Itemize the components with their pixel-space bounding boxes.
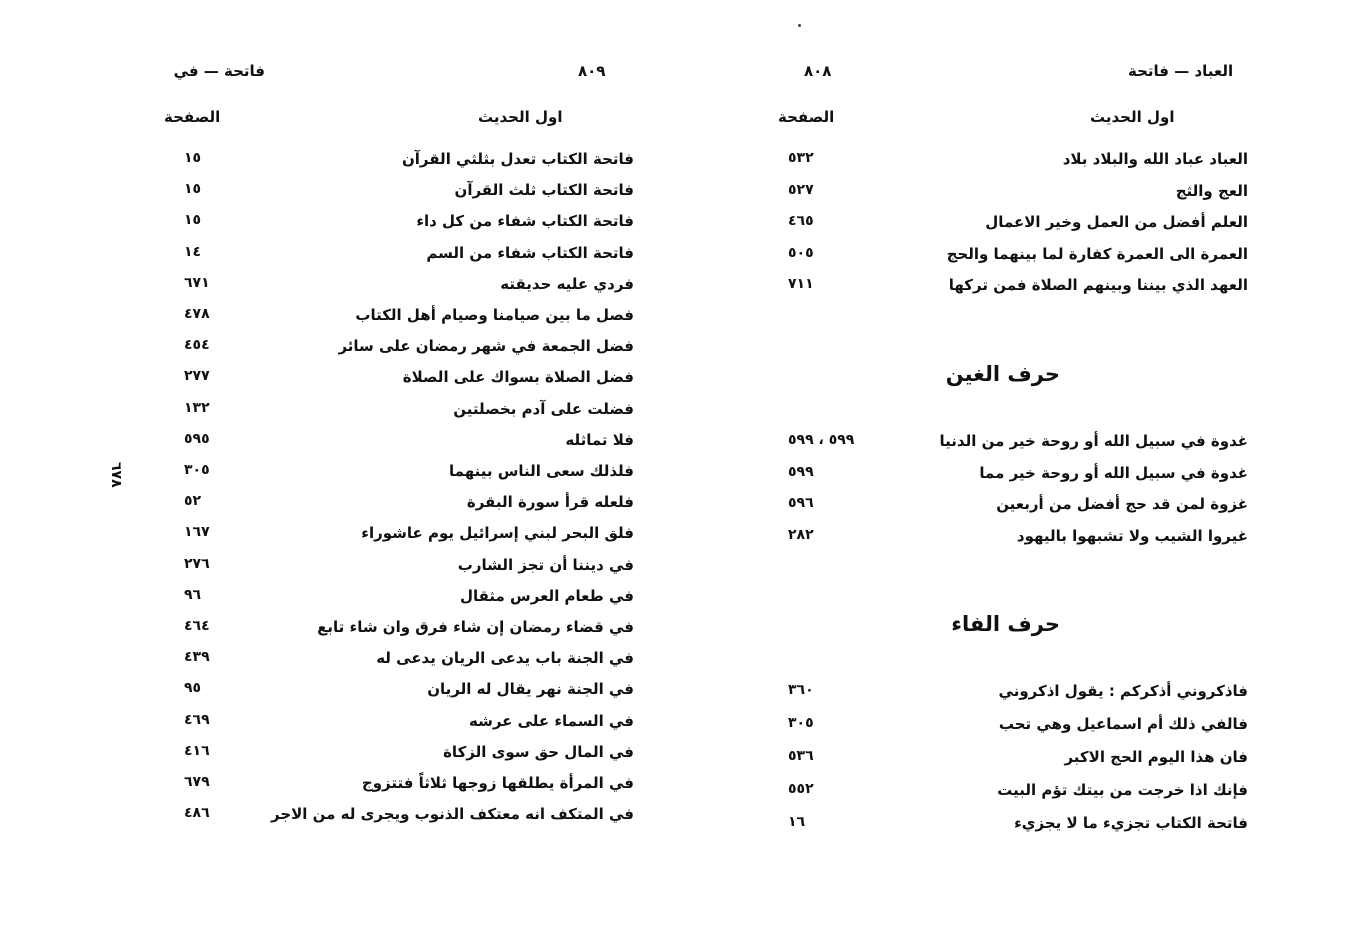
index-row	[150, 368, 650, 396]
hadith-opening-text: فاذكروني أذكركم : يقول اذكروني	[998, 682, 1248, 700]
index-row	[760, 245, 1260, 273]
hadith-opening-text: في الجنة نهر يقال له الريان	[427, 680, 634, 699]
page-reference: ٩٥	[184, 680, 202, 697]
index-row	[760, 150, 1260, 178]
index-row	[760, 276, 1260, 304]
page-reference: ٥٩٥	[184, 430, 210, 447]
hadith-opening-text: العباد عباد الله والبلاد بلاد	[1062, 150, 1248, 168]
index-row	[150, 805, 650, 833]
page-reference: ٧١١	[788, 276, 814, 292]
side-page-mark: ٦٧٨	[108, 462, 124, 488]
section-title-fa: حرف الفاء	[951, 612, 1060, 636]
index-row	[760, 527, 1260, 555]
index-row	[150, 524, 650, 552]
page-reference: ٥٢	[184, 493, 202, 510]
hadith-opening-text: فضلت على آدم بخصلتين	[453, 399, 634, 418]
hadith-opening-text: فان هذا اليوم الحج الاكبر	[1064, 748, 1248, 766]
page-reference: ٤٦٤	[184, 618, 210, 634]
hadith-opening-text: فصل ما بين صيامنا وصيام أهل الكتاب	[355, 306, 634, 324]
index-row	[150, 556, 650, 584]
index-row	[150, 400, 650, 428]
right-page	[760, 0, 1260, 940]
index-row	[760, 715, 1260, 743]
index-row	[150, 680, 650, 708]
hadith-opening-text: في المرأة يطلقها زوجها ثلاثاً فتتزوج	[361, 774, 634, 792]
hadith-opening-text: العلم أفضل من العمل وخير الاعمال	[985, 213, 1248, 231]
hadith-opening-text: فاتحة الكتاب شفاء من كل داء	[416, 212, 634, 231]
index-row	[150, 618, 650, 646]
index-row	[760, 495, 1260, 523]
page-reference: ٤٦٥	[788, 213, 814, 229]
hadith-opening-text: في الجنة باب يدعى الريان يدعى له	[376, 649, 634, 668]
hadith-opening-text: العج والثج	[1175, 181, 1248, 200]
page-reference: ٥٣٦	[788, 748, 814, 764]
index-row	[760, 464, 1260, 492]
section-title-ghayn: حرف الغين	[945, 362, 1060, 386]
index-row	[150, 181, 650, 209]
hadith-opening-text: فالفي ذلك أم اسماعيل وهي تحب	[998, 715, 1248, 733]
page-number: ٨٠٨	[804, 62, 832, 80]
hadith-opening-text: غزوة لمن قد حج أفضل من أربعين	[996, 495, 1248, 513]
page-reference: ٦٧٩	[184, 774, 210, 790]
hadith-opening-text: في ديننا أن تجز الشارب	[457, 555, 634, 574]
hadith-opening-text: في المتكف انه معتكف الذنوب ويجرى له من الاجر	[270, 805, 634, 824]
hadith-opening-text: في السماء على عرشه	[468, 711, 634, 730]
page-reference: ٥٥٢	[788, 781, 814, 797]
page-reference: ٤٧٨	[184, 306, 210, 322]
index-row	[150, 150, 650, 178]
index-row	[150, 275, 650, 303]
page-reference: ٦٧١	[184, 274, 210, 291]
index-row	[760, 814, 1260, 842]
index-row	[150, 337, 650, 365]
index-row	[150, 493, 650, 521]
column-header-page: الصفحة	[164, 108, 221, 126]
page-reference: ١٣٢	[184, 399, 210, 416]
column-header-hadith: اول الحديث	[1090, 108, 1175, 126]
hadith-opening-text: فاتحة الكتاب شفاء من السم	[426, 243, 634, 262]
index-row	[760, 182, 1260, 210]
hadith-opening-text: فضل الصلاة بسواك على الصلاة	[402, 368, 634, 387]
page-reference: ٤٨٦	[184, 805, 210, 822]
page-reference: ٥٩٩ ، ٥٩٩	[788, 432, 855, 448]
index-row	[760, 213, 1260, 241]
index-row	[150, 306, 650, 334]
index-row	[150, 431, 650, 459]
page-reference: ٢٨٢	[788, 526, 814, 543]
page-reference: ٣٦٠	[788, 682, 814, 698]
column-header-page: الصفحة	[778, 108, 835, 126]
hadith-opening-text: العمرة الى العمرة كفارة لما بينهما والحج	[946, 244, 1248, 263]
hadith-opening-text: فاتحة الكتاب ثلث القرآن	[454, 181, 634, 200]
page-reference: ٥٢٧	[788, 181, 814, 198]
index-row	[760, 682, 1260, 710]
hadith-opening-text: فلق البحر لبني إسرائيل يوم عاشوراء	[361, 524, 634, 543]
index-row	[760, 781, 1260, 809]
page-reference: ٤٣٩	[184, 649, 210, 666]
hadith-opening-text: فضل الجمعة في شهر رمضان على سائر	[338, 337, 634, 356]
hadith-opening-text: فلعله قرأ سورة البقرة	[466, 493, 634, 512]
hadith-opening-text: في طعام العرس مثقال	[459, 586, 634, 605]
hadith-opening-text: العهد الذي بيننا وبينهم الصلاة فمن تركها	[948, 276, 1248, 294]
page-reference: ٩٦	[184, 586, 202, 603]
page-reference: ٥٣٢	[788, 150, 814, 166]
page-reference: ٢٧٧	[184, 368, 210, 385]
index-row	[150, 212, 650, 240]
hadith-opening-text: فلا تماثله	[565, 430, 634, 449]
page-reference: ١٦٧	[184, 524, 210, 541]
page-reference: ١٥	[184, 150, 202, 166]
hadith-opening-text: غدوة في سبيل الله أو روحة خير من الدنيا	[939, 432, 1248, 450]
hadith-opening-text: فلذلك سعى الناس بينهما	[449, 462, 634, 480]
index-row	[150, 587, 650, 615]
hadith-opening-text: غدوة في سبيل الله أو روحة خير مما	[979, 463, 1248, 482]
hadith-opening-text: في المال حق سوى الزكاة	[443, 742, 634, 761]
hadith-opening-text: فردي عليه حديقته	[500, 274, 634, 293]
page-reference: ٤١٦	[184, 742, 210, 759]
column-header-hadith: اول الحديث	[478, 108, 563, 126]
index-row	[760, 432, 1260, 460]
page-reference: ٤٥٤	[184, 337, 210, 354]
index-row	[760, 748, 1260, 776]
index-row	[150, 774, 650, 802]
page-reference: ٥٩٩	[788, 463, 814, 480]
left-page	[150, 0, 650, 940]
page-reference: ٢٧٦	[184, 555, 210, 572]
page-reference: ١٤	[184, 243, 202, 260]
running-header-title: فاتحة — في	[173, 62, 265, 80]
hadith-opening-text: غيروا الشيب ولا تشبهوا باليهود	[1016, 526, 1248, 545]
page-number: ٨٠٩	[578, 62, 606, 80]
running-header-title: العباد — فاتحة	[1128, 62, 1234, 80]
hadith-opening-text: فاتحة الكتاب تجزيء ما لا يجزيء	[1014, 814, 1248, 832]
index-row	[150, 244, 650, 272]
page-reference: ٥٠٥	[788, 244, 814, 261]
page-reference: ١٥	[184, 212, 202, 229]
hadith-opening-text: في قضاء رمضان إن شاء فرق وان شاء تابع	[317, 618, 634, 636]
page-reference: ٣٠٥	[788, 715, 814, 731]
page-reference: ٤٦٩	[184, 711, 210, 728]
page-reference: ١٦	[788, 814, 806, 830]
hadith-opening-text: فاتحة الكتاب تعدل بثلثي القرآن	[401, 150, 634, 168]
page-reference: ٥٩٦	[788, 495, 814, 511]
page-reference: ٣٠٥	[184, 462, 210, 478]
page-reference: ١٥	[184, 181, 202, 198]
hadith-opening-text: فإنك اذا خرجت من بيتك تؤم البيت	[997, 781, 1248, 799]
index-row	[150, 743, 650, 771]
index-row	[150, 649, 650, 677]
index-row	[150, 462, 650, 490]
index-row	[150, 712, 650, 740]
